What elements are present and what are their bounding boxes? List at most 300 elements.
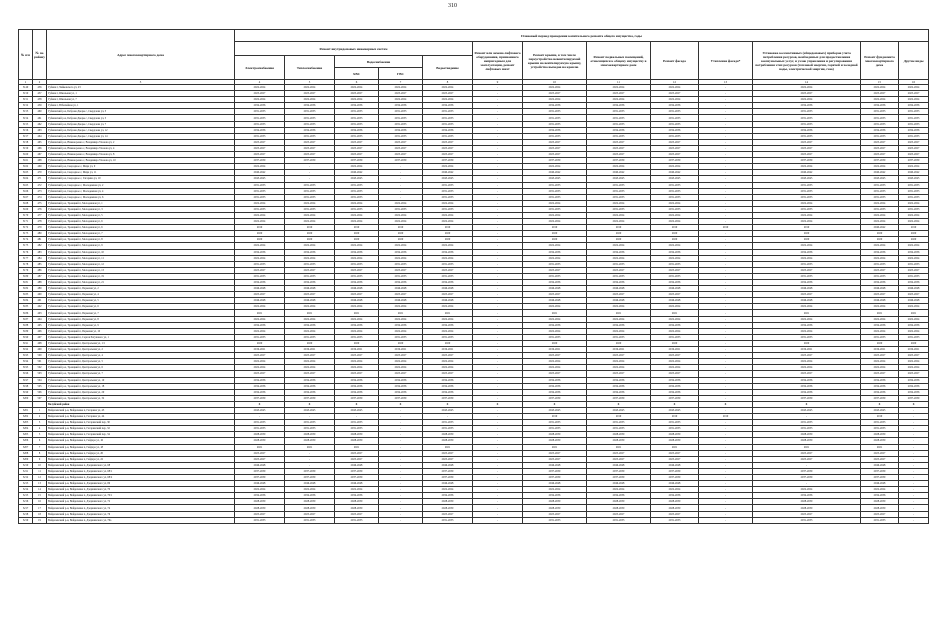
cell-facade: 2019-2021	[651, 347, 699, 353]
cell-roof: 2025-2027	[523, 292, 587, 298]
cell-drainage: 2046-2048	[423, 298, 473, 304]
cell-foundation: 2037-2039	[861, 475, 899, 481]
cell-district-number: 19	[33, 517, 47, 523]
cell-meters: 2034-2036	[753, 103, 861, 109]
cell-meters: 2034-2036	[753, 377, 861, 383]
cell-elevator: -	[473, 255, 523, 261]
cell-district-number: 472	[33, 182, 47, 188]
cell-address: Губкинский р-н, Троицкий п, Парковая ул, 4	[47, 292, 235, 298]
table-body	[19, 85, 929, 524]
cell-insulation: -	[699, 505, 753, 511]
cell-hot-water: -	[379, 420, 423, 426]
cell-row-number: 3181	[19, 280, 33, 286]
cell-hot-water: 2034-2036	[379, 249, 423, 255]
cell-insulation: -	[699, 395, 753, 401]
cell-district-number: 501	[33, 359, 47, 365]
cell-drainage: 2022-2024	[423, 359, 473, 365]
cell-hot-water: -	[379, 170, 423, 176]
cell-electricity: 2022-2024	[235, 255, 285, 261]
cell-heating: -	[285, 450, 335, 456]
col-header-other: Другие виды	[899, 42, 929, 80]
cell-roof: 2022-2024	[523, 255, 587, 261]
cell-hot-water: 2025-2027	[379, 139, 423, 145]
cell-cold-water: 2037-2039	[335, 395, 379, 401]
cell-electricity: 2037-2039	[235, 395, 285, 401]
col-number: 4	[235, 80, 285, 85]
cell-cold-water: 2046-2048	[335, 298, 379, 304]
cell-elevator: -	[473, 280, 523, 286]
cell-row-number: 3150	[19, 91, 33, 97]
cell-foundation: 2022-2024	[861, 212, 899, 218]
cell-facade: 2031-2033	[651, 517, 699, 523]
cell-electricity: 2025-2027	[235, 511, 285, 517]
col-header-basement: Ремонт подвальных помещений, относящихся к общему имуществу в многоквартирном доме	[587, 42, 651, 80]
cell-roof: 2031-2033	[523, 194, 587, 200]
cell-district-number: 458	[33, 97, 47, 103]
cell-elevator: -	[473, 194, 523, 200]
col-header-heating: Теплоснабжение	[285, 56, 335, 80]
cell-heating: 2025-2027	[285, 511, 335, 517]
cell-elevator: -	[473, 462, 523, 468]
cell-row-number: 3200	[19, 395, 33, 401]
cell-drainage: 2022-2024	[423, 365, 473, 371]
cell-insulation: -	[699, 280, 753, 286]
cell-heating: 2025-2027	[285, 152, 335, 158]
cell-elevator: -	[473, 121, 523, 127]
cell-basement: 2025-2027	[587, 145, 651, 151]
cell-hot-water: 2022-2024	[379, 304, 423, 310]
cell-foundation: 2019-2021	[861, 347, 899, 353]
cell-heating: 2020	[285, 231, 335, 237]
cell-heating: 2034-2036	[285, 493, 335, 499]
cell-foundation: 2022-2024	[861, 219, 899, 225]
cell-cold-water: 2020	[335, 237, 379, 243]
cell-roof: 2025-2027	[523, 511, 587, 517]
cell-row-number: 3192	[19, 347, 33, 353]
cell-roof: 2022-2024	[523, 200, 587, 206]
cell-insulation: -	[699, 176, 753, 182]
cell-elevator: -	[473, 91, 523, 97]
col-header-roof: Ремонт крыши, в том числе переустройство невентилируемой крыши на вентилируемую крышу, устройство выходов на кровлю	[523, 42, 587, 80]
cell-address: Губкин г, Юбилейная ул, 1	[47, 103, 235, 109]
cell-electricity: 2031-2033	[235, 121, 285, 127]
cell-basement: 2037-2039	[587, 475, 651, 481]
cell-other: 2043-2045	[899, 176, 929, 182]
cell-electricity: 2034-2036	[235, 383, 285, 389]
cell-electricity: 2022-2024	[235, 219, 285, 225]
cell-basement: 2037-2039	[587, 158, 651, 164]
cell-district-number: 2	[33, 414, 47, 420]
cell-insulation: -	[699, 511, 753, 517]
cell-foundation: 2022-2024	[861, 243, 899, 249]
cell-meters: 2022-2024	[753, 200, 861, 206]
cell-hot-water: 2025-2027	[379, 267, 423, 273]
cell-other: 2046-2048	[899, 286, 929, 292]
cell-cold-water: 2022-2024	[335, 365, 379, 371]
cell-roof: 2020	[523, 237, 587, 243]
cell-elevator: -	[473, 158, 523, 164]
cell-meters: 2019-2021	[753, 347, 861, 353]
cell-electricity: 2025-2027	[235, 139, 285, 145]
cell-meters: 2022-2024	[753, 85, 861, 91]
cell-district-number: 494	[33, 316, 47, 322]
cell-drainage: 2022-2024	[423, 212, 473, 218]
cell-meters: 2028-2030	[753, 438, 861, 444]
cell-facade: 2022-2024	[651, 164, 699, 170]
cell-foundation: 2046-2048	[861, 298, 899, 304]
cell-facade: 2034-2036	[651, 383, 699, 389]
cell-row-number: 3156	[19, 127, 33, 133]
cell-other: 2020	[899, 237, 929, 243]
cell-drainage: 2022-2024	[423, 304, 473, 310]
cell-drainage: 2034-2036	[423, 493, 473, 499]
cell-meters: 2020	[753, 231, 861, 237]
cell-foundation: 2031-2033	[861, 194, 899, 200]
cell-facade: 2046-2048	[651, 286, 699, 292]
cell-heating: 2022-2024	[285, 328, 335, 334]
cell-foundation: 2022-2024	[861, 487, 899, 493]
cell-meters: 2025-2027	[753, 292, 861, 298]
cell-elevator: -	[473, 353, 523, 359]
cell-basement: 2022-2024	[587, 365, 651, 371]
cell-drainage: 2025-2027	[423, 91, 473, 97]
cell-elevator: -	[473, 414, 523, 420]
cell-foundation: 2031-2033	[861, 121, 899, 127]
cell-other: 2022-2024	[899, 316, 929, 322]
cell-insulation: -	[699, 206, 753, 212]
cell-district-number: 15	[33, 493, 47, 499]
cell-electricity: 2025-2027	[235, 450, 285, 456]
cell-heating: 2022-2024	[285, 97, 335, 103]
cell-other: -	[899, 517, 929, 523]
cell-heating: 2022-2024	[285, 212, 335, 218]
cell-cold-water: 2028-2030	[335, 438, 379, 444]
cell-hot-water: 2034-2036	[379, 383, 423, 389]
cell-insulation: -	[699, 115, 753, 121]
cell-drainage: 2031-2033	[423, 206, 473, 212]
cell-drainage: 2031-2033	[423, 121, 473, 127]
cell-heating: 2031-2033	[285, 109, 335, 115]
cell-address: Губкинский р-н, Троицкий п, Молодежная ул, 11	[47, 255, 235, 261]
cell-facade: 2022-2024	[651, 359, 699, 365]
cell-other: 2022-2024	[899, 200, 929, 206]
cell-basement: 2034-2036	[587, 280, 651, 286]
cell-insulation: -	[699, 432, 753, 438]
cell-district-number: 496	[33, 328, 47, 334]
cell-heating: 2031-2033	[285, 206, 335, 212]
cell-insulation: -	[699, 499, 753, 505]
cell-foundation: 2022-2024	[861, 328, 899, 334]
cell-drainage: 2021	[423, 444, 473, 450]
cell-row-number: 3151	[19, 97, 33, 103]
cell-other: -	[899, 420, 929, 426]
cell-other: -	[899, 511, 929, 517]
cell-insulation: -	[699, 438, 753, 444]
cell-address: Вейделевский р-н, Вейделевка п, Гагаринский пер, 32	[47, 426, 235, 432]
cell-foundation: 2046-2048	[861, 462, 899, 468]
cell-foundation: 2025-2027	[861, 511, 899, 517]
cell-row-number: 3199	[19, 389, 33, 395]
cell-meters: 2021	[753, 444, 861, 450]
cell-electricity: 2046-2048	[235, 462, 285, 468]
cell-electricity: 2031-2033	[235, 109, 285, 115]
cell-hot-water: 2022-2024	[379, 97, 423, 103]
cell-foundation: 2031-2033	[861, 188, 899, 194]
cell-heating: 2028-2030	[285, 505, 335, 511]
cell-heating: 2031-2033	[285, 426, 335, 432]
cell-row-number: 3160	[19, 152, 33, 158]
cell-facade: 2022-2024	[651, 212, 699, 218]
cell-cold-water: 2022-2024	[335, 85, 379, 91]
cell-other: 2031-2033	[899, 273, 929, 279]
cell-row-number: 3183	[19, 292, 33, 298]
cell-district-number: 490	[33, 292, 47, 298]
cell-basement: 2034-2036	[587, 389, 651, 395]
cell-hot-water: -	[379, 487, 423, 493]
cell-other: 2031-2033	[899, 334, 929, 340]
cell-roof: 2037-2039	[523, 158, 587, 164]
cell-insulation: -	[699, 517, 753, 523]
cell-drainage: 2031-2033	[423, 517, 473, 523]
cell-elevator: -	[473, 438, 523, 444]
cell-heating: 2025-2027	[285, 139, 335, 145]
cell-address: Вейделевский р-н, Вейделевка п, Дзержинского ул, 70	[47, 487, 235, 493]
cell-electricity: 2031-2033	[235, 420, 285, 426]
cell-other: 2034-2036	[899, 377, 929, 383]
cell-row-number: 3187	[19, 316, 33, 322]
cell-basement: 2034-2036	[587, 383, 651, 389]
cell-heating: 2031-2033	[285, 194, 335, 200]
cell-roof: 2034-2036	[523, 103, 587, 109]
cell-cold-water: 2022-2024	[335, 200, 379, 206]
cell-district-number: 1	[33, 407, 47, 413]
cell-electricity: 2031-2033	[235, 261, 285, 267]
cell-row-number: 3195	[19, 365, 33, 371]
col-header-elevator: Ремонт или замена лифтового оборудования, признанного непригодным для эксплуатации, ремонт лифтовых шахт	[473, 42, 523, 80]
cell-insulation: -	[699, 255, 753, 261]
cell-district-number: 13	[33, 481, 47, 487]
cell-elevator: -	[473, 298, 523, 304]
cell-heating: 2034-2036	[285, 377, 335, 383]
cell-row-number: 3154	[19, 115, 33, 121]
cell-insulation: -	[699, 286, 753, 292]
cell-drainage: 2028-2030	[423, 505, 473, 511]
cell-cold-water: 2034-2036	[335, 383, 379, 389]
cell-drainage: 2025-2027	[423, 456, 473, 462]
cell-heating: -	[285, 456, 335, 462]
cell-hot-water: 2031-2033	[379, 206, 423, 212]
cell-row-number: 3161	[19, 158, 33, 164]
cell-cold-water: 2040-2042	[335, 170, 379, 176]
cell-other: 2025-2027	[899, 353, 929, 359]
cell-roof: 2025-2027	[523, 450, 587, 456]
cell-electricity: 2021	[235, 310, 285, 316]
cell-roof: 2031-2033	[523, 109, 587, 115]
cell-cold-water: 2037-2039	[335, 158, 379, 164]
cell-meters: 2034-2036	[753, 127, 861, 133]
cell-heating: 2022-2024	[285, 487, 335, 493]
cell-row-number: 3203	[19, 420, 33, 426]
cell-drainage: 2034-2036	[423, 383, 473, 389]
cell-district-number: 507	[33, 395, 47, 401]
cell-facade: 2031-2033	[651, 182, 699, 188]
cell-heating: 2034-2036	[285, 322, 335, 328]
cell-other: 2022-2024	[899, 255, 929, 261]
cell-meters: 2031-2033	[753, 517, 861, 523]
cell-district-number: 477	[33, 212, 47, 218]
cell-elevator: -	[473, 468, 523, 474]
col-number: 3	[47, 80, 235, 85]
cell-foundation: 2020	[861, 231, 899, 237]
cell-foundation: 2031-2033	[861, 426, 899, 432]
cell-hot-water: 2022-2024	[379, 316, 423, 322]
cell-insulation: -	[699, 426, 753, 432]
cell-roof: 2025-2027	[523, 371, 587, 377]
cell-district-number: 497	[33, 334, 47, 340]
cell-elevator: -	[473, 206, 523, 212]
cell-address: Губкинский р-н, Троицкий п, Центральная ул, 5	[47, 359, 235, 365]
cell-drainage: 2031-2033	[423, 133, 473, 139]
cell-district-number: 5	[33, 432, 47, 438]
cell-cold-water: 2020	[335, 231, 379, 237]
cell-electricity: -	[235, 414, 285, 420]
cell-row-number: 3179	[19, 267, 33, 273]
cell-roof: 2022-2024	[523, 243, 587, 249]
cell-address: Губкинский р-н, Боброва Дворы с, Свердлова ул, 5	[47, 115, 235, 121]
cell-cold-water: 2031-2033	[335, 334, 379, 340]
cell-other: 2034-2036	[899, 127, 929, 133]
cell-cold-water: 2019	[335, 225, 379, 231]
cell-facade: 2028-2030	[651, 432, 699, 438]
cell-meters: 2043-2045	[753, 176, 861, 182]
cell-foundation: 2043-2045	[861, 176, 899, 182]
cell-elevator: -	[473, 127, 523, 133]
cell-hot-water: -	[379, 407, 423, 413]
cell-basement: 2034-2036	[587, 493, 651, 499]
cell-other: 2034-2036	[899, 322, 929, 328]
cell-roof: 2037-2039	[523, 468, 587, 474]
cell-facade: X	[651, 401, 699, 407]
cell-hot-water: 2031-2033	[379, 109, 423, 115]
cell-heating: 2031-2033	[285, 115, 335, 121]
cell-basement: 2022-2024	[587, 359, 651, 365]
cell-elevator: -	[473, 340, 523, 346]
cell-insulation: -	[699, 310, 753, 316]
cell-district-number: 465	[33, 139, 47, 145]
cell-roof: 2034-2036	[523, 493, 587, 499]
cell-hot-water: -	[379, 456, 423, 462]
cell-meters: 2025-2027	[753, 145, 861, 151]
cell-row-number: 3190	[19, 334, 33, 340]
cell-meters: 2031-2033	[753, 188, 861, 194]
cell-row-number: 3213	[19, 481, 33, 487]
cell-roof: 2028-2030	[523, 505, 587, 511]
cell-elevator: -	[473, 310, 523, 316]
cell-row-number: 3201	[19, 407, 33, 413]
cell-elevator: -	[473, 426, 523, 432]
cell-roof: 2022-2024	[523, 316, 587, 322]
cell-address: Вейделевский р-н, Вейделевка п, Дзержинского ул, 68	[47, 462, 235, 468]
cell-other: 2020	[899, 231, 929, 237]
cell-cold-water: 2034-2036	[335, 249, 379, 255]
cell-elevator: -	[473, 286, 523, 292]
cell-basement: 2021	[587, 444, 651, 450]
cell-meters: 2031-2033	[753, 206, 861, 212]
cell-elevator: -	[473, 133, 523, 139]
table-header	[19, 30, 929, 85]
cell-heating: 2022-2024	[285, 85, 335, 91]
cell-electricity: 2046-2048	[235, 298, 285, 304]
cell-elevator: -	[473, 85, 523, 91]
cell-foundation: 2031-2033	[861, 109, 899, 115]
col-number: 13	[699, 80, 753, 85]
cell-district-number: 506	[33, 389, 47, 395]
cell-cold-water: 2022-2024	[335, 255, 379, 261]
cell-district-number: 493	[33, 310, 47, 316]
cell-roof: 2025-2027	[523, 267, 587, 273]
cell-basement: 2046-2048	[587, 481, 651, 487]
cell-basement: 2028-2030	[587, 505, 651, 511]
cell-electricity: 2031-2033	[235, 206, 285, 212]
cell-basement: 2031-2033	[587, 109, 651, 115]
cell-hot-water: -	[379, 505, 423, 511]
cell-hot-water: 2031-2033	[379, 133, 423, 139]
cell-basement: 2031-2033	[587, 121, 651, 127]
cell-heating: 2019	[285, 225, 335, 231]
cell-foundation: 2022-2024	[861, 97, 899, 103]
cell-row-number: 3149	[19, 85, 33, 91]
cell-roof: 2020	[523, 340, 587, 346]
cell-heating: 2022-2024	[285, 255, 335, 261]
cell-other: 2022-2024	[899, 85, 929, 91]
cell-foundation: 2025-2027	[861, 450, 899, 456]
cell-other: 2034-2036	[899, 249, 929, 255]
cell-row-number: 3193	[19, 353, 33, 359]
cell-elevator: -	[473, 481, 523, 487]
cell-elevator: -	[473, 359, 523, 365]
cell-elevator: -	[473, 219, 523, 225]
cell-district-number: 483	[33, 249, 47, 255]
cell-district-number: 461	[33, 115, 47, 121]
col-number: 5	[285, 80, 335, 85]
cell-meters: 2028-2030	[753, 505, 861, 511]
cell-cold-water: 2022-2024	[335, 487, 379, 493]
cell-facade: 2046-2048	[651, 298, 699, 304]
cell-cold-water: 2034-2036	[335, 322, 379, 328]
cell-elevator: -	[473, 365, 523, 371]
cell-roof: 2043-2045	[523, 176, 587, 182]
cell-drainage: 2037-2039	[423, 475, 473, 481]
cell-drainage: 2025-2027	[423, 152, 473, 158]
cell-foundation: 2034-2036	[861, 383, 899, 389]
cell-meters: 2020	[753, 237, 861, 243]
cell-address: Губкинский р-н, Никаноровка с, Владимира Ухолова ул, 2	[47, 139, 235, 145]
cell-address: Губкинский р-н, Троицкий п, Молодежная ул, 12	[47, 261, 235, 267]
cell-roof: 2043-2045	[523, 407, 587, 413]
cell-district-number: 468	[33, 158, 47, 164]
cell-facade: 2031-2033	[651, 426, 699, 432]
cell-heating: 2037-2039	[285, 475, 335, 481]
cell-row-number: 3153	[19, 109, 33, 115]
cell-district-number: 8	[33, 450, 47, 456]
cell-heating: 2034-2036	[285, 280, 335, 286]
cell-electricity: 2031-2033	[235, 133, 285, 139]
cell-cold-water: 2034-2036	[335, 389, 379, 395]
cell-facade: 2020	[651, 340, 699, 346]
cell-other: 2019-2021	[899, 347, 929, 353]
cell-basement: 2031-2033	[587, 115, 651, 121]
cell-meters: 2034-2036	[753, 383, 861, 389]
